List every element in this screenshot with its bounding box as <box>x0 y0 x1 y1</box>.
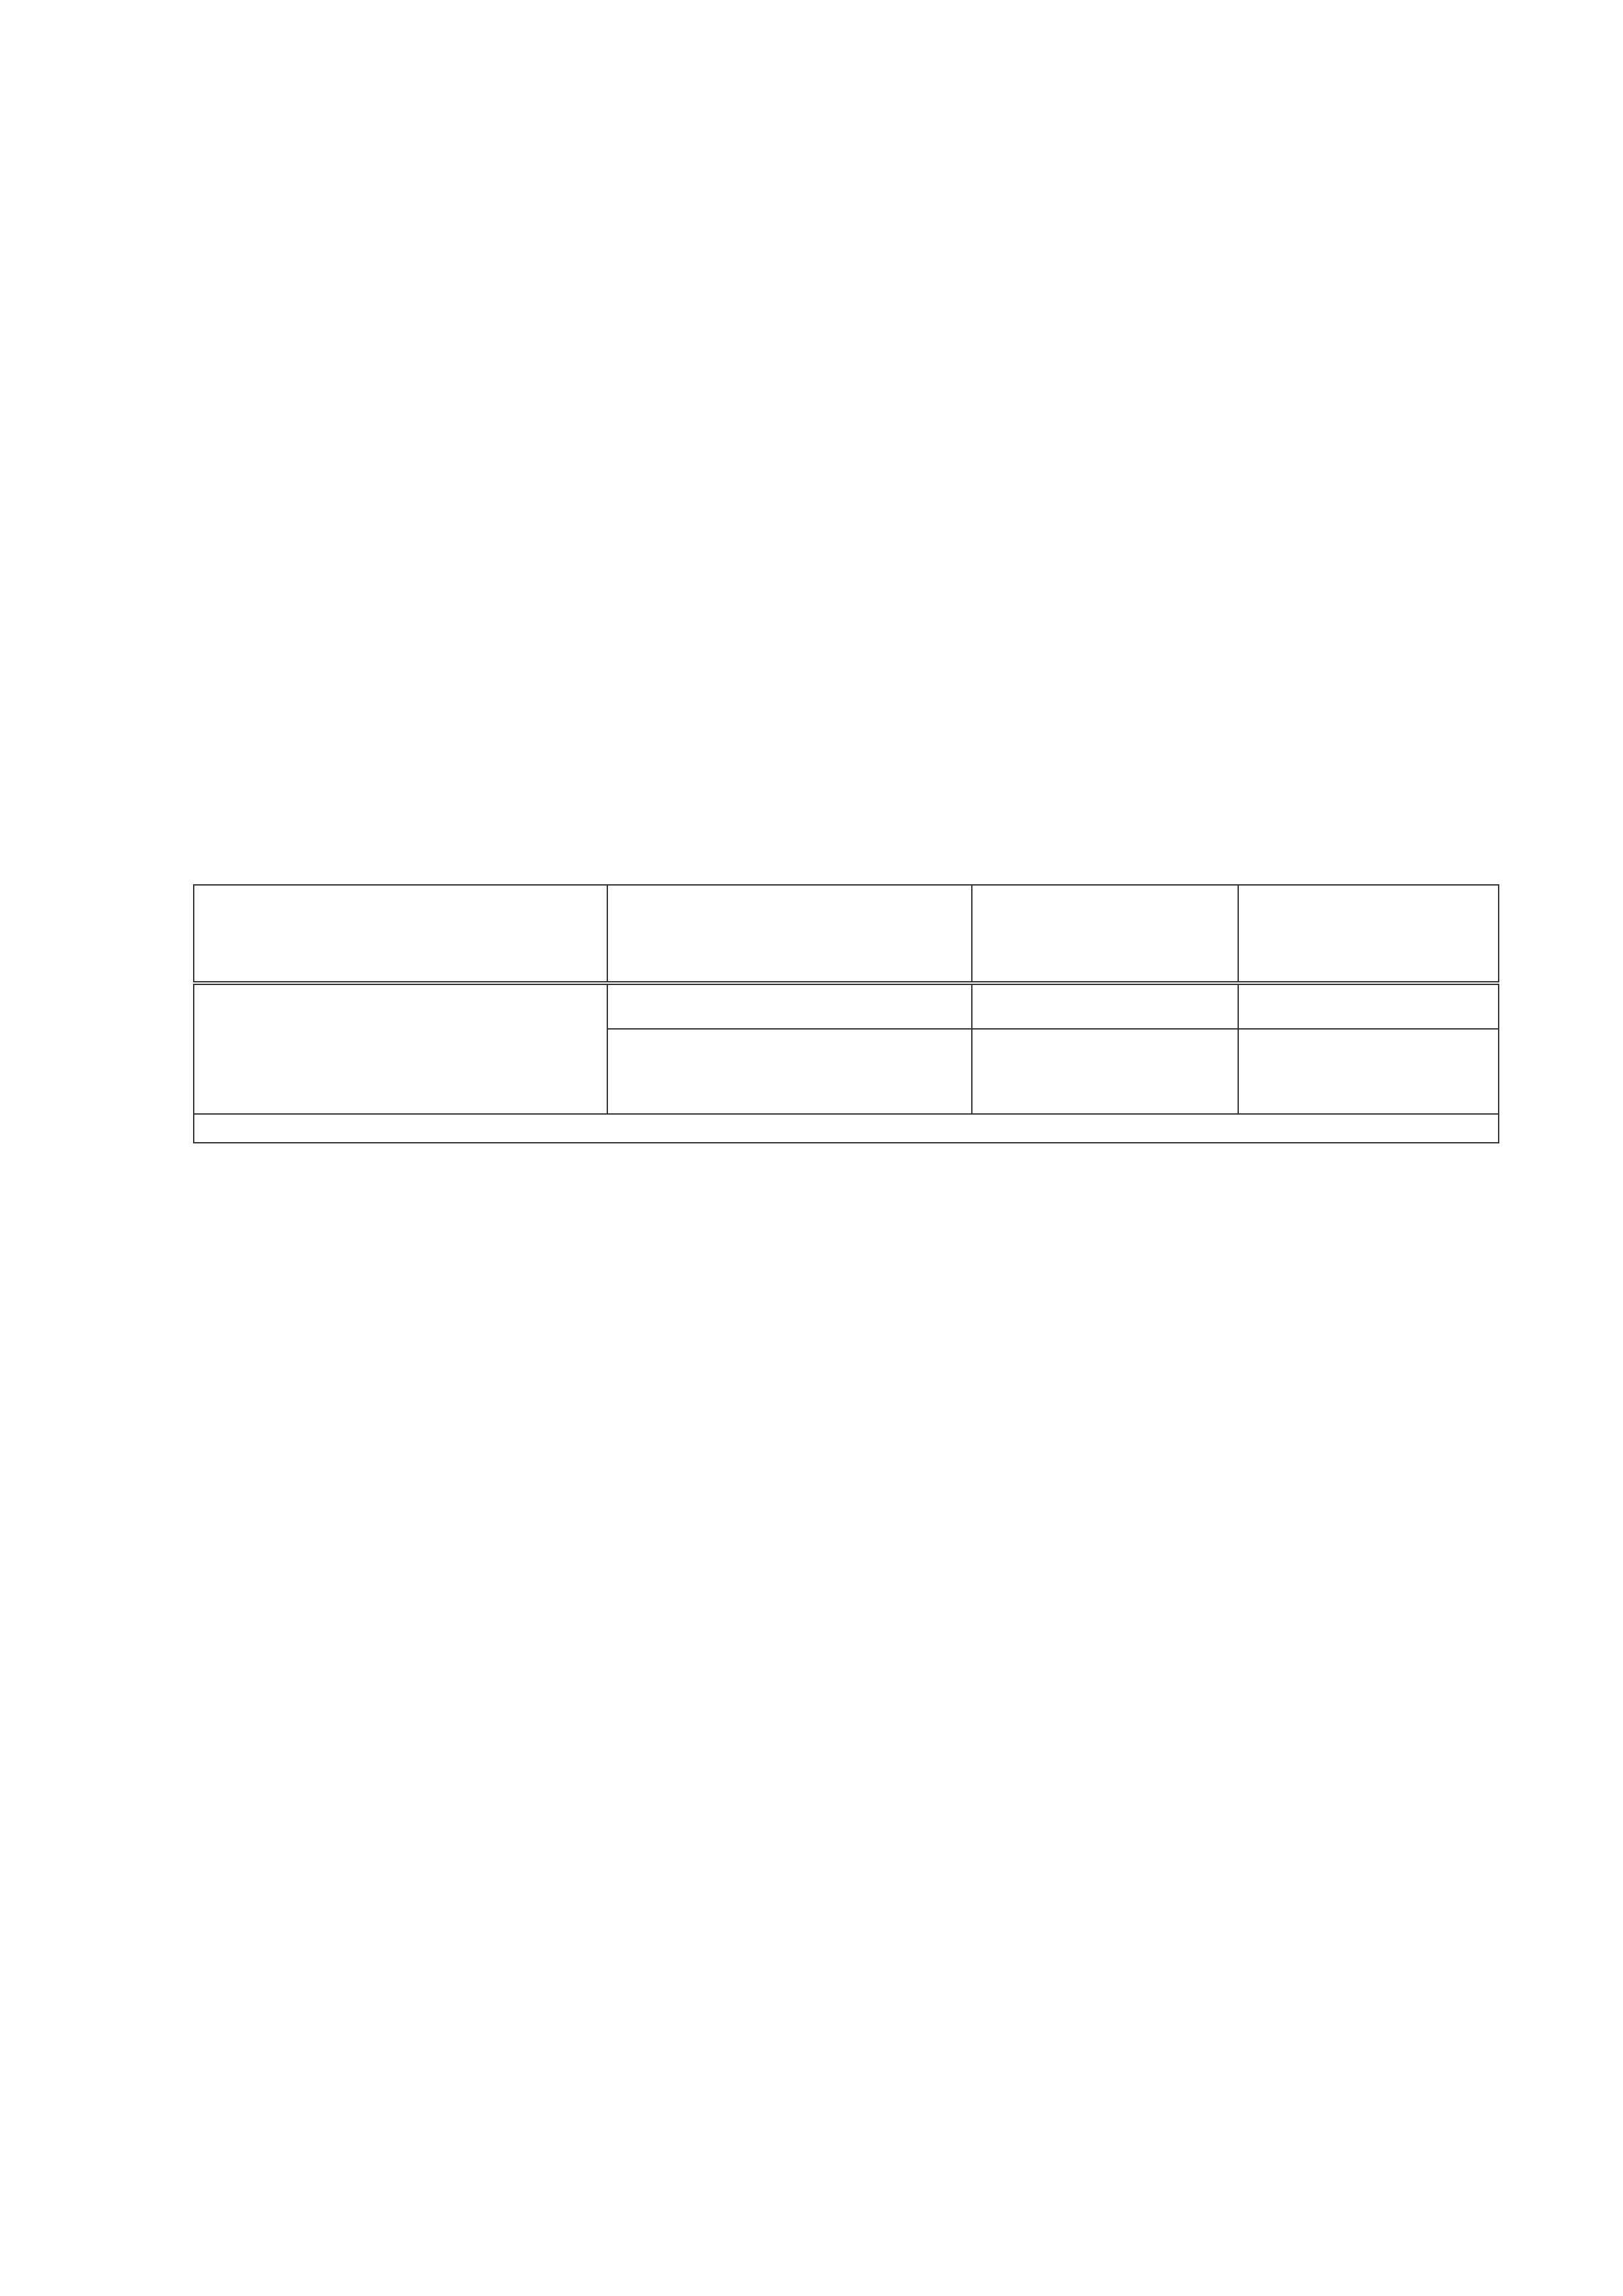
section-5-7-1 <box>193 499 1502 511</box>
cell-surface <box>607 1029 972 1114</box>
header-material <box>194 885 607 983</box>
section-5-7-3 <box>193 1901 1502 1913</box>
header-exposure-time <box>1238 885 1499 983</box>
section-5-7 <box>193 300 1502 313</box>
table-footnote-row <box>194 1114 1499 1143</box>
cell-air <box>972 983 1238 1029</box>
table-footnote <box>194 1114 1499 1143</box>
cell-air <box>972 1029 1238 1114</box>
section-5-7-2 <box>193 671 1502 683</box>
table-header-row <box>194 885 1499 983</box>
dry-heat-table <box>193 884 1499 1143</box>
header-air-temp <box>972 885 1238 983</box>
cell-material <box>194 983 607 1114</box>
cell-surface <box>607 983 972 1029</box>
cell-time <box>1238 983 1499 1029</box>
cell-time <box>1238 1029 1499 1114</box>
table-row <box>194 983 1499 1029</box>
header-surface-temp <box>607 885 972 983</box>
